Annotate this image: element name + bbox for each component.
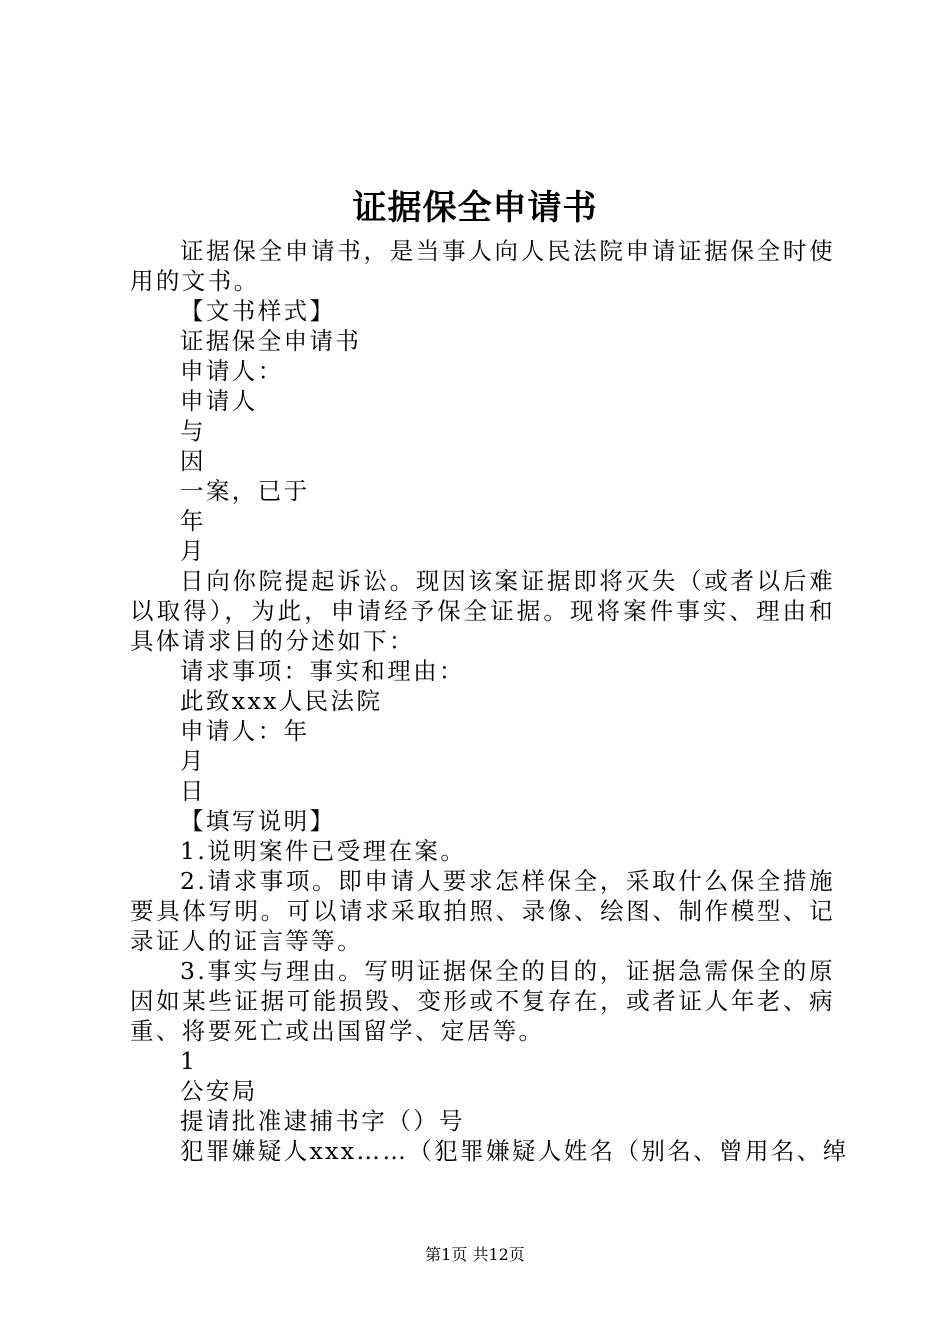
- template-line: 此致xxx人民法院: [180, 687, 383, 715]
- paragraph-number: 1: [180, 1047, 198, 1075]
- paragraph-line: 犯罪嫌疑人xxx……（犯罪嫌疑人姓名（别名、曾用名、绰: [180, 1137, 849, 1165]
- page-footer: 第1页 共12页: [425, 1245, 525, 1264]
- template-line: 月: [180, 537, 206, 565]
- instruction-item: 3.事实与理由。写明证据保全的目的，证据急需保全的原因如某些证据可能损毁、变形或不复存在，或者证人年老、病重、将要死亡或出国留学、定居等。: [130, 957, 835, 1045]
- paragraph-line: 公安局: [180, 1077, 258, 1105]
- paragraph-line: 提请批准逮捕书字（）号: [180, 1107, 465, 1135]
- template-line: 因: [180, 447, 206, 475]
- template-line: 与: [180, 417, 206, 445]
- template-line: 申请人：: [180, 357, 284, 385]
- section-heading-template: 【文书样式】: [180, 297, 336, 325]
- template-title: 证据保全申请书: [180, 327, 362, 355]
- template-line: 日: [180, 777, 206, 805]
- instruction-item: 1.说明案件已受理在案。: [180, 837, 467, 865]
- instruction-item: 2.请求事项。即申请人要求怎样保全，采取什么保全措施要具体写明。可以请求采取拍照、录像、绘图、制作模型、记录证人的证言等等。: [130, 867, 835, 955]
- paragraph-intro: 证据保全申请书，是当事人向人民法院申请证据保全时使用的文书。: [130, 237, 835, 295]
- template-line: 月: [180, 747, 206, 775]
- template-line: 申请人：年: [180, 717, 310, 745]
- document-body: [130, 236, 849, 1166]
- template-line: 请求事项：事实和理由：: [180, 657, 465, 685]
- document-title: 证据保全申请书: [352, 188, 598, 228]
- template-line: 年: [180, 507, 206, 535]
- template-line: 一案，已于: [180, 477, 310, 505]
- section-heading-instructions: 【填写说明】: [180, 807, 336, 835]
- template-line: 申请人: [180, 387, 258, 415]
- template-paragraph: 日向你院提起诉讼。现因该案证据即将灭失（或者以后难以取得），为此，申请经予保全证据。现将案件事实、理由和具体请求目的分述如下：: [130, 567, 835, 655]
